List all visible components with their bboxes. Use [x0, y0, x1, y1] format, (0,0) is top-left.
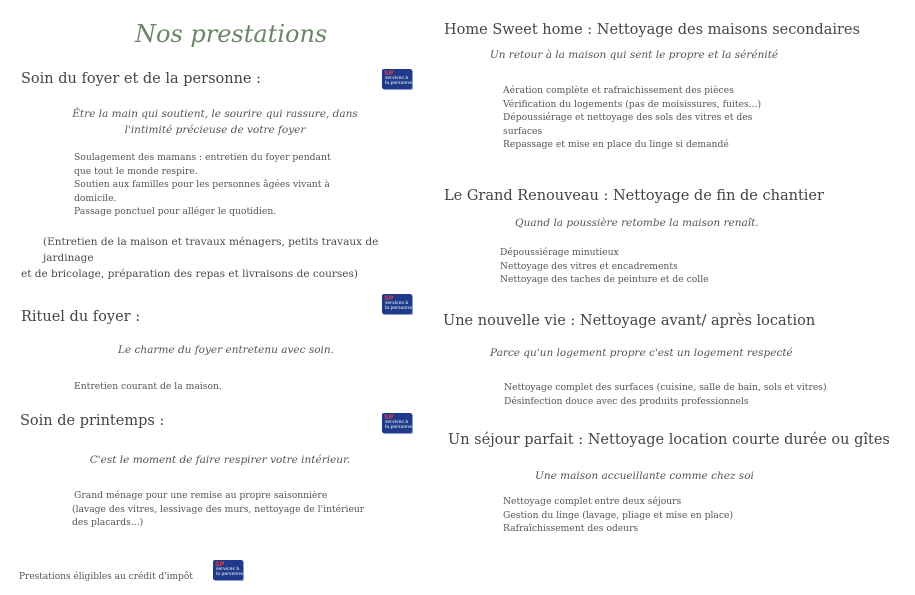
- list-nouvelle-vie: [504, 381, 834, 408]
- list-renouveau: [500, 246, 790, 287]
- section-title-sejour: Un séjour parfait : Nettoyage location courte durée ou gîtes: [448, 432, 890, 448]
- list-item: Gestion du linge (lavage, pliage et mise en place): [503, 509, 734, 521]
- list-item: Dépoussiérage minutieux: [500, 247, 619, 258]
- tagline-renouveau: Quand la poussière retombe la maison renaît.: [515, 217, 759, 229]
- tagline-soin-foyer: Être la main qui soutient, le sourire qui rassure, dans l'intimité précieuse de votre foyer: [72, 108, 358, 136]
- list-soin-foyer: [74, 151, 374, 219]
- list-item: Désinfection douce avec des produits professionnels: [504, 395, 749, 407]
- sap-logo-icon: SP services à la personne: [213, 560, 243, 580]
- list-item: Nettoyage des taches de peinture et de colle: [500, 274, 709, 285]
- list-printemps: [72, 489, 382, 530]
- list-item: Repassage et mise en place du linge si demandé: [503, 139, 729, 150]
- list-item: Soulagement des mamans : entretien du foyer pendant: [74, 152, 331, 163]
- note-soin-foyer: (Entretien de la maison et travaux ménagers, petits travaux de jardinage et de bricolage, préparation des repas et livraisons de courses): [21, 236, 379, 280]
- section-title-renouveau: Le Grand Renouveau : Nettoyage de fin de chantier: [444, 188, 824, 204]
- list-item: que tout le monde respire.: [74, 165, 198, 177]
- sap-logo-icon: SP services à la personne: [382, 294, 412, 314]
- sap-logo-icon: SP services à la personne: [382, 413, 412, 433]
- tagline-home-sweet: Un retour à la maison qui sent le propre et la sérénité: [489, 49, 779, 61]
- section-title-soin-foyer: Soin du foyer et de la personne :: [21, 71, 261, 87]
- list-item: Vérification du logements (pas de moisissures, fuites...): [503, 98, 762, 110]
- list-item: Soutien aux familles pour les personnes âgées vivant à: [74, 179, 330, 190]
- section-title-home-sweet: Home Sweet home : Nettoyage des maisons secondaires: [444, 22, 860, 38]
- list-item: Nettoyage complet des surfaces (cuisine, salle de bain, sols et vitres): [504, 382, 827, 393]
- list-home-sweet: [503, 84, 793, 152]
- list-item: domicile.: [74, 192, 117, 204]
- tagline-sejour: Une maison accueillante comme chez soi: [535, 470, 754, 482]
- tagline-nouvelle-vie: Parce qu'un logement propre c'est un logement respecté: [490, 347, 793, 359]
- list-item: Dépoussiérage et nettoyage des sols des vitres et des: [503, 112, 753, 123]
- list-item: Grand ménage pour une remise au propre saisonnière: [74, 490, 328, 501]
- footer-credit-impot: Prestations éligibles au crédit d'impôt: [19, 572, 193, 582]
- list-sejour: [503, 495, 793, 536]
- section-title-nouvelle-vie: Une nouvelle vie : Nettoyage avant/ après location: [443, 313, 816, 329]
- list-rituel: [74, 380, 374, 394]
- page-title: Nos prestations: [135, 20, 328, 48]
- list-item: (lavage des vitres, lessivage des murs, nettoyage de l'intérieur: [72, 503, 365, 515]
- list-item: Nettoyage complet entre deux séjours: [503, 496, 682, 507]
- list-item: surfaces: [503, 125, 543, 137]
- sap-logo-icon: SP services à la personne: [382, 69, 412, 89]
- tagline-rituel: Le charme du foyer entretenu avec soin.: [118, 344, 335, 356]
- section-title-rituel: Rituel du foyer :: [21, 309, 141, 325]
- section-title-printemps: Soin de printemps :: [20, 413, 165, 429]
- list-item: Nettoyage des vitres et encadrements: [500, 260, 678, 272]
- list-item: Aération complète et rafraichissement des pièces: [503, 85, 734, 96]
- tagline-printemps: C'est le moment de faire respirer votre intérieur.: [89, 454, 351, 466]
- list-item: Rafraîchissement des odeurs: [503, 523, 639, 534]
- list-item: Passage ponctuel pour alléger le quotidien.: [74, 206, 277, 217]
- list-item: des placards...): [72, 517, 144, 528]
- list-item: Entretien courant de la maison.: [74, 381, 222, 392]
